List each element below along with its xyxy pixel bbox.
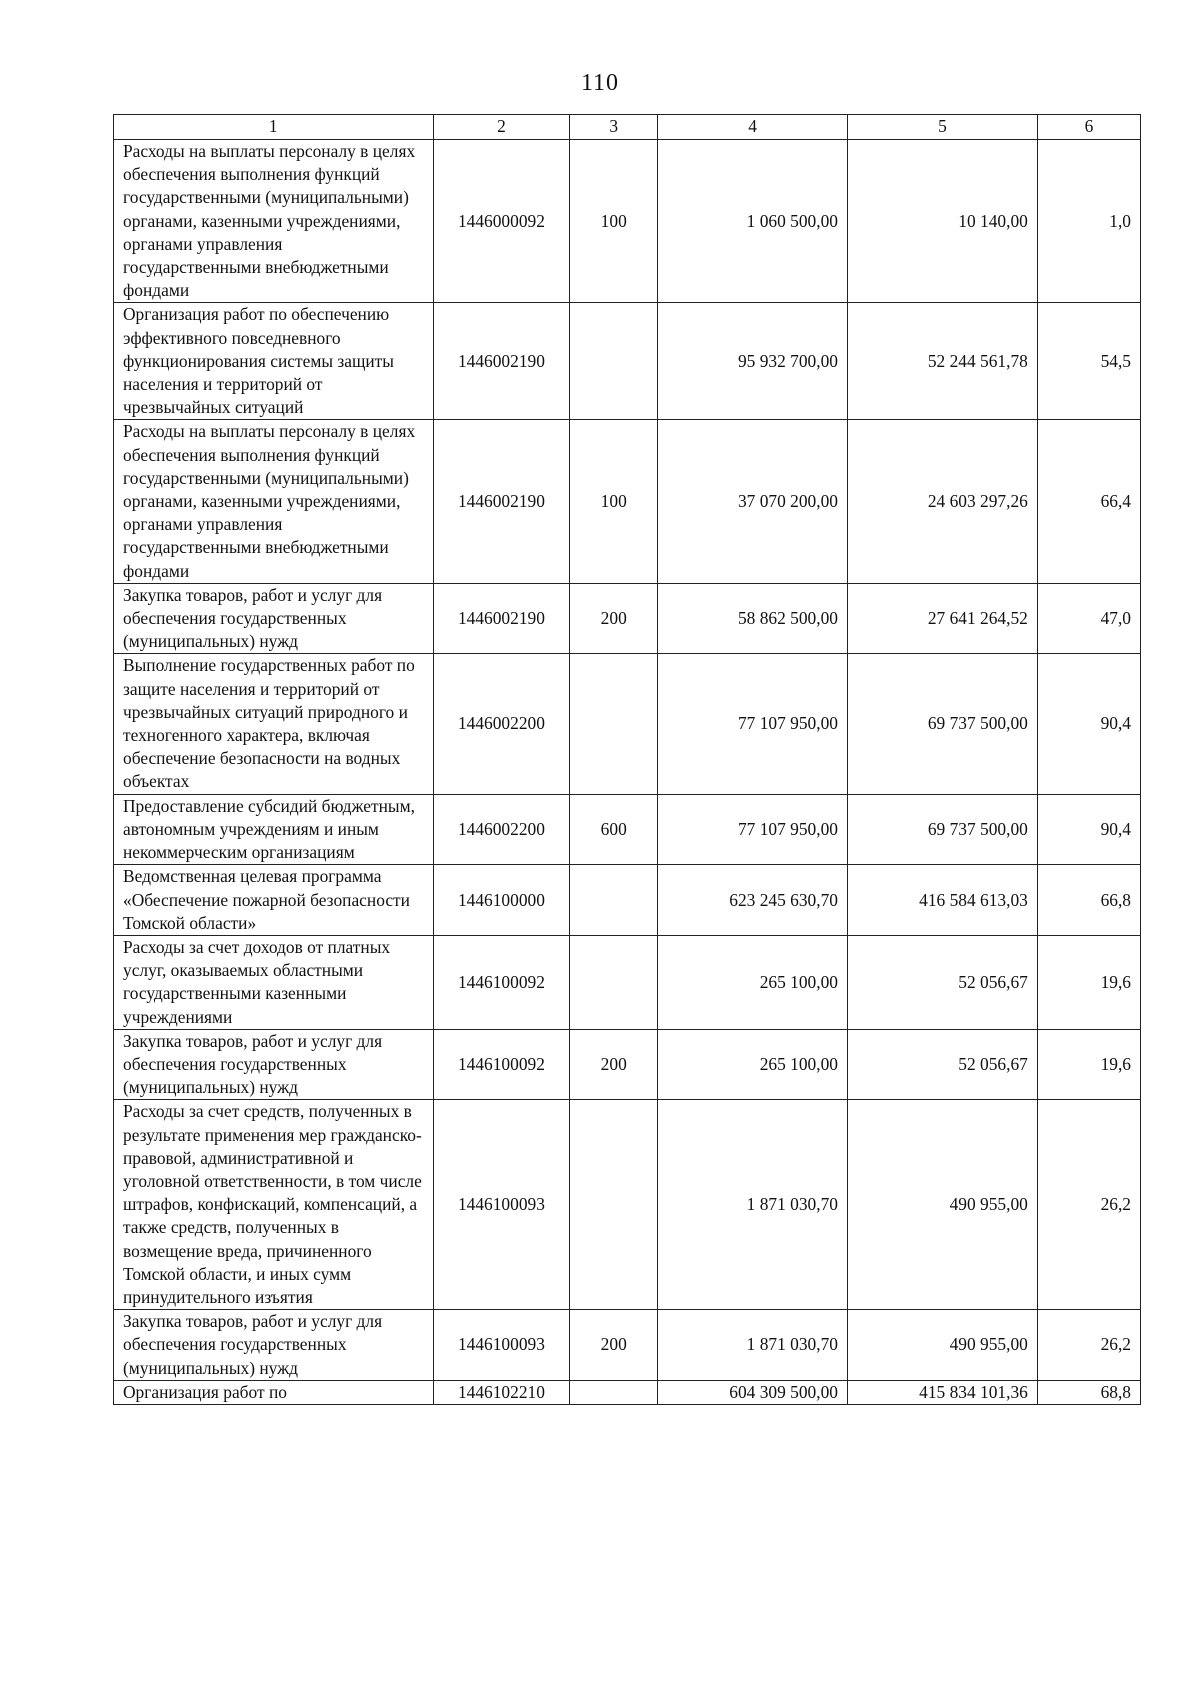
row-planned-cell: 265 100,00 <box>658 935 848 1029</box>
row-planned-cell: 95 932 700,00 <box>658 303 848 420</box>
row-code-cell: 1446100092 <box>433 1029 570 1100</box>
row-percent-cell: 90,4 <box>1037 654 1140 794</box>
row-type-cell: 200 <box>570 1310 658 1381</box>
row-planned-cell: 623 245 630,70 <box>658 865 848 936</box>
row-code-cell: 1446002190 <box>433 420 570 583</box>
row-name-cell: Закупка товаров, работ и услуг для обеспечения государственных (муниципальных) нужд <box>114 1310 434 1381</box>
table-row <box>114 1380 1141 1404</box>
row-planned-cell: 1 871 030,70 <box>658 1310 848 1381</box>
row-code-cell: 1446100000 <box>433 865 570 936</box>
row-type-cell <box>570 865 658 936</box>
table-row <box>114 303 1141 420</box>
row-executed-cell: 24 603 297,26 <box>847 420 1037 583</box>
table-row <box>114 794 1141 865</box>
header-col-5: 5 <box>847 115 1037 140</box>
header-col-2: 2 <box>433 115 570 140</box>
page-number: 110 <box>580 70 620 96</box>
row-type-cell: 100 <box>570 420 658 583</box>
row-planned-cell: 1 060 500,00 <box>658 140 848 303</box>
row-type-cell <box>570 935 658 1029</box>
row-planned-cell: 1 871 030,70 <box>658 1100 848 1310</box>
row-executed-cell: 69 737 500,00 <box>847 654 1037 794</box>
row-executed-cell: 490 955,00 <box>847 1100 1037 1310</box>
row-code-cell: 1446002190 <box>433 583 570 654</box>
row-name-cell: Расходы за счет средств, полученных в результате применения мер гражданско-правовой, административной и уголовной ответственности, в том числе штрафов, конфискаций, компенсаций, а также средств, полученных в возмещение вреда, причиненного Томской области, и иных сумм принудительного изъятия <box>114 1100 434 1310</box>
row-planned-cell: 58 862 500,00 <box>658 583 848 654</box>
row-executed-cell: 415 834 101,36 <box>847 1380 1037 1404</box>
row-type-cell: 100 <box>570 140 658 303</box>
table-row <box>114 140 1141 303</box>
budget-table <box>113 114 1141 1405</box>
header-col-6: 6 <box>1037 115 1140 140</box>
row-percent-cell: 26,2 <box>1037 1310 1140 1381</box>
row-name-cell: Закупка товаров, работ и услуг для обеспечения государственных (муниципальных) нужд <box>114 1029 434 1100</box>
row-name-cell: Расходы на выплаты персоналу в целях обеспечения выполнения функций государственными (муниципальными) органами, казенными учреждениями, органами управления государственными внебюджетными фондами <box>114 420 434 583</box>
row-percent-cell: 66,4 <box>1037 420 1140 583</box>
row-type-cell <box>570 303 658 420</box>
row-type-cell <box>570 1100 658 1310</box>
row-type-cell <box>570 1380 658 1404</box>
row-planned-cell: 37 070 200,00 <box>658 420 848 583</box>
table-row <box>114 583 1141 654</box>
row-code-cell: 1446102210 <box>433 1380 570 1404</box>
row-code-cell: 1446100093 <box>433 1100 570 1310</box>
row-name-cell: Расходы на выплаты персоналу в целях обеспечения выполнения функций государственными (муниципальными) органами, казенными учреждениями, органами управления государственными внебюджетными фондами <box>114 140 434 303</box>
header-col-1: 1 <box>114 115 434 140</box>
table-row <box>114 935 1141 1029</box>
row-name-cell: Организация работ по <box>114 1380 434 1404</box>
row-executed-cell: 27 641 264,52 <box>847 583 1037 654</box>
row-percent-cell: 54,5 <box>1037 303 1140 420</box>
row-code-cell: 1446100093 <box>433 1310 570 1381</box>
row-percent-cell: 19,6 <box>1037 1029 1140 1100</box>
row-name-cell: Ведомственная целевая программа «Обеспечение пожарной безопасности Томской области» <box>114 865 434 936</box>
row-percent-cell: 47,0 <box>1037 583 1140 654</box>
row-planned-cell: 77 107 950,00 <box>658 654 848 794</box>
row-type-cell <box>570 654 658 794</box>
table-row <box>114 420 1141 583</box>
row-type-cell: 200 <box>570 583 658 654</box>
table-row <box>114 654 1141 794</box>
row-executed-cell: 416 584 613,03 <box>847 865 1037 936</box>
row-name-cell: Организация работ по обеспечению эффективного повседневного функционирования системы защиты населения и территорий от чрезвычайных ситуаций <box>114 303 434 420</box>
row-planned-cell: 604 309 500,00 <box>658 1380 848 1404</box>
table-row <box>114 865 1141 936</box>
row-code-cell: 1446002190 <box>433 303 570 420</box>
row-planned-cell: 77 107 950,00 <box>658 794 848 865</box>
table-row <box>114 1029 1141 1100</box>
row-executed-cell: 10 140,00 <box>847 140 1037 303</box>
row-code-cell: 1446002200 <box>433 654 570 794</box>
row-executed-cell: 490 955,00 <box>847 1310 1037 1381</box>
row-executed-cell: 52 056,67 <box>847 1029 1037 1100</box>
header-col-4: 4 <box>658 115 848 140</box>
row-code-cell: 1446000092 <box>433 140 570 303</box>
row-percent-cell: 90,4 <box>1037 794 1140 865</box>
row-executed-cell: 52 244 561,78 <box>847 303 1037 420</box>
row-name-cell: Предоставление субсидий бюджетным, автономным учреждениям и иным некоммерческим организациям <box>114 794 434 865</box>
row-type-cell: 600 <box>570 794 658 865</box>
row-executed-cell: 52 056,67 <box>847 935 1037 1029</box>
header-row <box>114 115 1141 140</box>
row-code-cell: 1446100092 <box>433 935 570 1029</box>
row-name-cell: Расходы за счет доходов от платных услуг, оказываемых областными государственными казенными учреждениями <box>114 935 434 1029</box>
row-percent-cell: 68,8 <box>1037 1380 1140 1404</box>
row-name-cell: Выполнение государственных работ по защите населения и территорий от чрезвычайных ситуаций природного и техногенного характера, включая обеспечение безопасности на водных объектах <box>114 654 434 794</box>
row-type-cell: 200 <box>570 1029 658 1100</box>
header-col-3: 3 <box>570 115 658 140</box>
row-percent-cell: 1,0 <box>1037 140 1140 303</box>
row-percent-cell: 19,6 <box>1037 935 1140 1029</box>
row-executed-cell: 69 737 500,00 <box>847 794 1037 865</box>
row-percent-cell: 66,8 <box>1037 865 1140 936</box>
table-row <box>114 1310 1141 1381</box>
row-planned-cell: 265 100,00 <box>658 1029 848 1100</box>
table-row <box>114 1100 1141 1310</box>
row-code-cell: 1446002200 <box>433 794 570 865</box>
row-percent-cell: 26,2 <box>1037 1100 1140 1310</box>
row-name-cell: Закупка товаров, работ и услуг для обеспечения государственных (муниципальных) нужд <box>114 583 434 654</box>
